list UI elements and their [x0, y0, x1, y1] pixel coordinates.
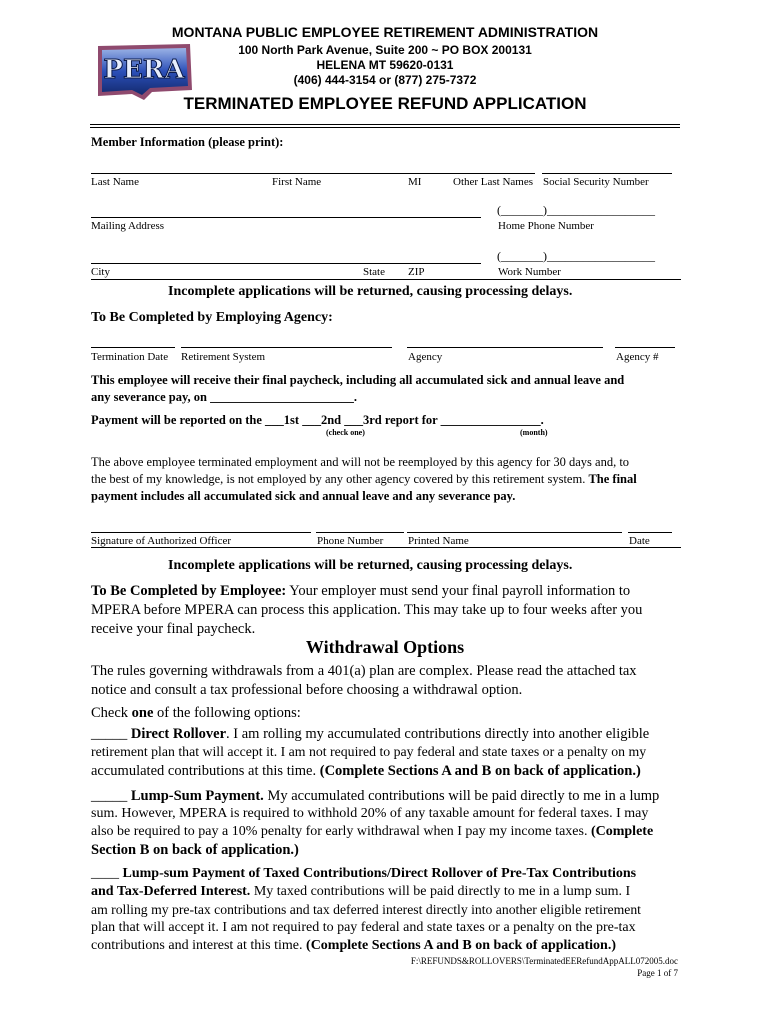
- direct-rollover-option[interactable]: _____ Direct Rollover. I am rolling my accumulated contributions directly into another eligible: [91, 726, 650, 742]
- form-title: TERMINATED EMPLOYEE REFUND APPLICATION: [183, 94, 587, 113]
- agency-line[interactable]: [407, 347, 603, 348]
- other-last-names-label: Other Last Names: [453, 176, 534, 188]
- withdrawal-intro-2: notice and consult a tax professional before choosing a withdrawal option.: [91, 682, 523, 698]
- retirement-system-label: Retirement System: [181, 351, 266, 363]
- ssn-label: Social Security Number: [543, 176, 649, 188]
- certification-text-1: The above employee terminated employment and will not be reemployed by this agency for 30 days and, to: [91, 455, 630, 469]
- home-phone-label: Home Phone Number: [498, 220, 594, 232]
- svg-text:PERA: PERA: [103, 55, 185, 85]
- org-name: MONTANA PUBLIC EMPLOYEE RETIREMENT ADMINISTRATION: [171, 24, 599, 40]
- state-label: State: [363, 266, 385, 278]
- work-number-label: Work Number: [498, 266, 561, 278]
- mi-label: MI: [408, 176, 422, 188]
- officer-phone-line[interactable]: [316, 532, 404, 533]
- check-one-hint: (check one): [326, 428, 365, 437]
- name-line[interactable]: [91, 173, 535, 174]
- date-line[interactable]: [628, 532, 672, 533]
- termination-date-label: Termination Date: [91, 351, 169, 363]
- taxed-rollover-text-3: am rolling my pre-tax contributions and tax deferred interest directly into another eligible retirement: [91, 902, 641, 917]
- org-city: HELENA MT 59620-0131: [316, 58, 454, 72]
- zip-label: ZIP: [408, 266, 425, 278]
- employee-text-1: To Be Completed by Employee: Your employer must send your final payroll information to: [91, 583, 631, 599]
- incomplete-notice-1: Incomplete applications will be returned, causing processing delays.: [168, 284, 573, 299]
- lump-sum-option[interactable]: _____ Lump-Sum Payment. My accumulated contributions will be paid directly to me in a lump: [91, 788, 660, 804]
- printed-name-label: Printed Name: [408, 535, 469, 547]
- retirement-system-line[interactable]: [181, 347, 392, 348]
- work-phone-field[interactable]: (_______)__________________: [497, 249, 655, 263]
- agency-heading: To Be Completed by Employing Agency:: [91, 310, 333, 325]
- agency-number-label: Agency #: [616, 351, 659, 363]
- org-phone: (406) 444-3154 or (877) 275-7372: [293, 73, 477, 87]
- taxed-rollover-option[interactable]: ____ Lump-sum Payment of Taxed Contributions/Direct Rollover of Pre-Tax Contributions: [91, 866, 637, 881]
- direct-rollover-text-3: accumulated contributions at this time. (Complete Sections A and B on back of application.): [91, 763, 641, 779]
- month-hint: (month): [520, 428, 548, 437]
- direct-rollover-checkbox-blank[interactable]: _____: [91, 726, 131, 742]
- employee-text-3: receive your final paycheck.: [91, 621, 256, 637]
- document-path: F:\REFUNDS&ROLLOVERS\TerminatedEERefundAppALL072005.doc: [410, 956, 678, 966]
- page-number: Page 1 of 7: [637, 968, 678, 978]
- first-name-label: First Name: [272, 176, 322, 188]
- final-paycheck-text-1: This employee will receive their final paycheck, including all accumulated sick and annual leave and: [91, 373, 625, 387]
- member-heading: Member Information (please print):: [91, 135, 284, 149]
- last-name-label: Last Name: [91, 176, 139, 188]
- taxed-rollover-text-4: plan that will accept it. I am not required to pay federal and state taxes or a penalty on the pre-tax: [91, 920, 636, 935]
- lump-sum-text-4: Section B on back of application.): [91, 842, 299, 858]
- signature-line[interactable]: [91, 532, 311, 533]
- title-divider: [90, 124, 680, 128]
- termination-date-line[interactable]: [91, 347, 175, 348]
- taxed-rollover-text-2: and Tax-Deferred Interest. My taxed contributions will be paid directly to me in a lump sum. I: [91, 884, 631, 899]
- taxed-rollover-text-5: contributions and interest at this time. (Complete Sections A and B on back of application.): [91, 938, 617, 953]
- ssn-line[interactable]: [542, 173, 672, 174]
- check-one-instruction: Check one of the following options:: [91, 705, 301, 721]
- employee-text-2: MPERA before MPERA can process this application. This may take up to four weeks after you: [91, 602, 643, 618]
- lump-sum-text-3: also be required to pay a 10% penalty for early withdrawal when I pay my income taxes. (Complete: [91, 824, 654, 839]
- certification-text-3: payment includes all accumulated sick and annual leave and any severance pay.: [91, 489, 516, 503]
- mailing-address-line[interactable]: [91, 217, 481, 218]
- printed-name-line[interactable]: [407, 532, 622, 533]
- lump-sum-text-2: sum. However, MPERA is required to withhold 20% of any taxable amount for federal taxes. I may: [91, 806, 649, 821]
- org-address: 100 North Park Avenue, Suite 200 ~ PO BOX 200131: [238, 43, 532, 57]
- certification-text-2: the best of my knowledge, is not employed by any other agency covered by this retirement system. The final: [91, 472, 637, 486]
- mailing-address-label: Mailing Address: [91, 220, 165, 232]
- home-phone-field[interactable]: (_______)__________________: [497, 203, 655, 217]
- agency-section-bottom-line: [91, 547, 681, 548]
- agency-label: Agency: [408, 351, 443, 363]
- withdrawal-options-title: Withdrawal Options: [305, 637, 465, 657]
- report-line: Payment will be reported on the ___1st ___2nd ___3rd report for ________________.: [91, 413, 544, 427]
- signature-label: Signature of Authorized Officer: [91, 535, 232, 547]
- taxed-rollover-checkbox-blank[interactable]: ____: [91, 866, 123, 881]
- city-label: City: [91, 266, 110, 278]
- final-paycheck-text-2: any severance pay, on _______________________.: [91, 390, 357, 404]
- section-divider: [91, 279, 681, 280]
- incomplete-notice-2: Incomplete applications will be returned, causing processing delays.: [168, 558, 573, 573]
- city-line[interactable]: [91, 263, 481, 264]
- direct-rollover-text-2: retirement plan that will accept it. I am not required to pay federal and state taxes or a penalty on my: [91, 744, 647, 759]
- date-label: Date: [629, 535, 650, 547]
- withdrawal-intro-1: The rules governing withdrawals from a 401(a) plan are complex. Please read the attached tax: [91, 663, 637, 679]
- officer-phone-label: Phone Number: [317, 535, 384, 547]
- agency-number-line[interactable]: [615, 347, 675, 348]
- lump-sum-checkbox-blank[interactable]: _____: [91, 788, 131, 804]
